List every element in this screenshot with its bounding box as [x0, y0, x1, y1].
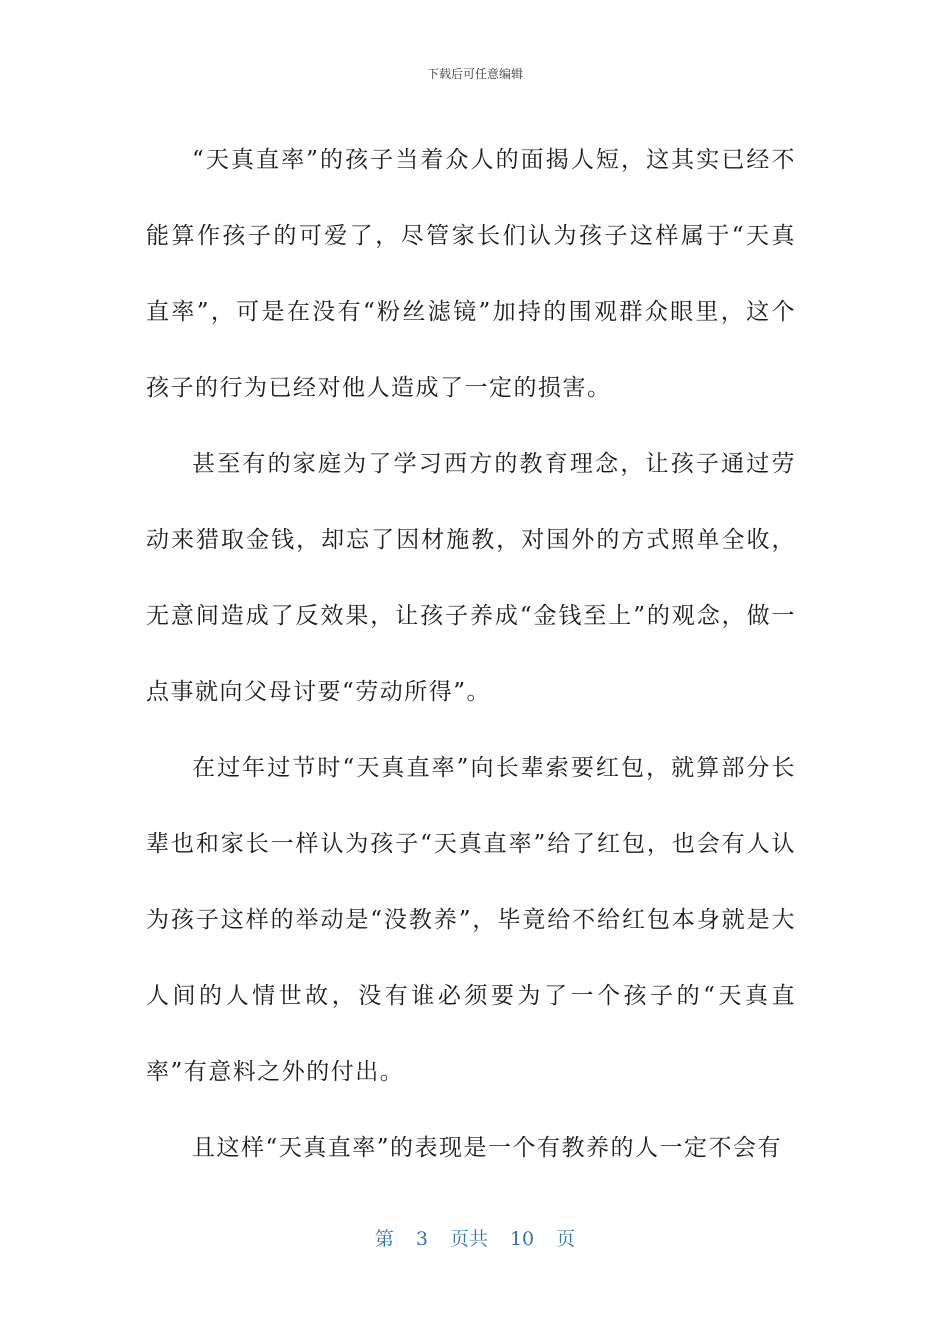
page-header: 下载后可任意编辑 — [426, 67, 523, 81]
paragraph-3: 在过年过节时“天真直率”向长辈索要红包，就算部分长辈也和家长一样认为孩子“天真直率”给了红包，也会有人认为孩子这样的举动是“没教养”，毕竟给不给红包本身就是大人间的人情世故，没有谁必须要为了一个孩子的“天真直率”有意料之外的付出。 — [146, 755, 796, 1085]
paragraph-1: “天真直率”的孩子当着众人的面揭人短，这其实已经不能算作孩子的可爱了，尽管家长们认为孩子这样属于“天真直率”，可是在没有“粉丝滤镜”加持的围观群众眼里，这个孩子的行为已经对他人造成了一定的损害。 — [146, 147, 796, 401]
paragraph-4: 且这样“天真直率”的表现是一个有教养的人一定不会有 — [192, 1135, 783, 1161]
footer-page-middle: 页共 — [449, 1228, 488, 1250]
paragraph-2: 甚至有的家庭为了学习西方的教育理念，让孩子通过劳动来猎取金钱，却忘了因材施教，对国外的方式照单全收，无意间造成了反效果，让孩子养成“金钱至上”的观念，做一点事就向父母讨要“劳动所得”。 — [146, 451, 796, 705]
document-body — [146, 122, 796, 1186]
footer-page-total: 10 — [509, 1228, 535, 1250]
footer-page-suffix: 页 — [556, 1228, 576, 1250]
footer-page-current: 3 — [415, 1228, 428, 1250]
page-footer — [0, 1226, 950, 1252]
footer-page-prefix: 第 — [374, 1228, 394, 1250]
